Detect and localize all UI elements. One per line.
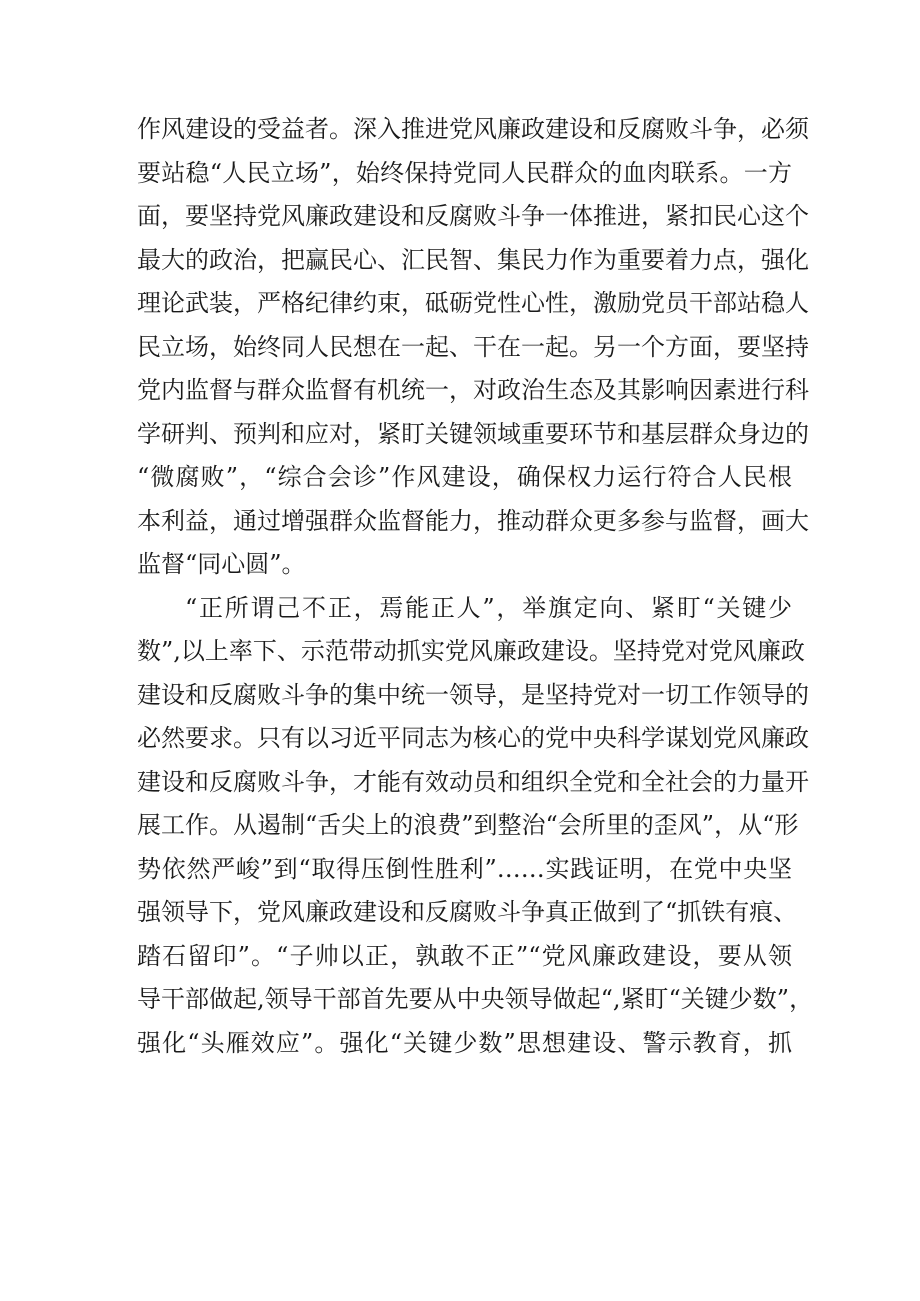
text-line: 强化“头雁效应”。强化“关键少数”思想建设、警示教育，抓 [137,1028,792,1057]
text-line: 学研判、预判和应对，紧盯关键领域重要环节和基层群众身边的 [137,419,809,448]
text-line: 理论武装，严格纪律约束，砥砺党性心性，激励党员干部站稳人 [137,289,809,317]
paragraph-2 [137,587,814,1066]
text-line: 面，要坚持党风廉政建设和反腐败斗争一体推进，紧扣民心这个 [137,202,809,230]
text-line: 要站稳“人民立场”，始终保持党同人民群众的血肉联系。一方 [137,158,792,187]
document-body [137,108,814,1065]
text-line: 强领导下，党风廉政建设和反腐败斗争真正做到了“抓铁有痕、 [137,898,798,926]
text-line: 建设和反腐败斗争的集中统一领导，是坚持党对一切工作领导的 [137,680,809,709]
text-line: 作风建设的受益者。深入推进党风廉政建设和反腐败斗争，必须 [137,115,809,143]
text-line: 民立场，始终同人民想在一起、干在一起。另一个方面，要坚持 [137,332,809,361]
text-line: 势依然严峻”到“取得压倒性胜利”……实践证明，在党中央坚 [137,854,792,883]
text-line: 数”,以上率下、示范带动抓实党风廉政建设。坚持党对党风廉政 [137,637,805,665]
text-line: 本利益，通过增强群众监督能力，推动群众更多参与监督，画大 [137,506,809,535]
text-line: 必然要求。只有以习近平同志为核心的党中央科学谋划党风廉政 [137,724,809,752]
text-line: “正所谓己不正，焉能正人”，举旗定向、紧盯“关键少 [185,593,792,622]
text-line: 最大的政治，把赢民心、汇民智、集民力作为重要着力点，强化 [137,245,809,274]
text-line: 展工作。从遏制“舌尖上的浪费”到整治“会所里的歪风”，从“形 [137,811,799,839]
text-line: “微腐败”，“综合会诊”作风建设，确保权力运行符合人民根 [137,463,792,491]
paragraph-1 [137,108,809,587]
text-line: 监督“同心圆”。 [137,550,306,578]
text-line: 建设和反腐败斗争，才能有效动员和组织全党和全社会的力量开 [137,767,809,796]
text-line: 党内监督与群众监督有机统一，对政治生态及其影响因素进行科 [137,376,809,404]
text-line: 踏石留印”。“子帅以正，孰敢不正”“党风廉政建设，要从领 [137,941,792,970]
text-line: 导干部做起,领导干部首先要从中央领导做起“,紧盯“关键少数”， [137,985,814,1013]
